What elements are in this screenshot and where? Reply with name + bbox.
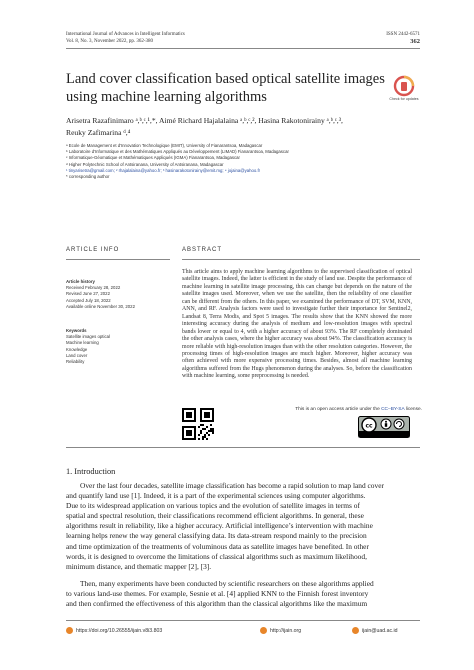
introduction-heading: 1. Introduction (66, 467, 116, 476)
doi-icon (66, 627, 73, 634)
intro-p1-line-3: Due to its widespread application on various topics and the evolution of satellite images in terms of (66, 501, 360, 511)
keyword-4: Land cover (66, 352, 88, 358)
journal-header (66, 31, 185, 45)
affiliation-b: ᵇ Laboratoire d'Informatique et des Mathématiques Appliqués au Développement (LIMAD) Fianarantsoa, Madagascar (66, 149, 289, 155)
license-line (282, 407, 422, 413)
keywords-label: Keywords (66, 328, 87, 333)
abstract-text: This article aims to apply machine learning algorithms to the supervised classification of optical satellite images. Indeed, the latter is efficient in the study of land use. Despite the performance of machine learning in satellite image processing, this can change but depends on the nature of the satellite images used. Moreover, when we use the satellite, then the reliability of one classifier can be different from the others. In this paper, we examined the performance of DT, SVM, KNN, ANN, and RF. Analysis factors were used to investigate further their importance for Sentinel2, Landsat 8, Terra Modis, and Spot 5 images. The results show that the KNN showed the more interesting accuracy during the analysis of medium and low-resolution images with spectral bands lower or equal to 4, with a higher accuracy of about 93%. The RF completely dominated the other analysis cases, where the higher accuracy was about 94%. The classification accuracy is more reliable with high-resolution images than with the other resolution categories. However, the processing times of high-resolution images are much higher. Moreover, higher accuracy was often achieved with more expensive processing times. Besides, almost all machine learning algorithms suffered from the Hugs phenomenon during the analyses. So, before the classification with machine learning, some preprocessing is needed. (182, 269, 412, 380)
license-prefix: This is an open access article under the (295, 407, 382, 412)
intro-p1-line-7: and time optimization of the treatments of voluminous data as satellite images have benefited. In other (66, 541, 369, 551)
history-online: Available online November 30, 2022 (66, 303, 135, 309)
issn: ISSN 2442-6571 (386, 32, 420, 37)
doi-link[interactable]: https://doi.org/10.26555/ijain.v8i3.803 (76, 628, 163, 634)
keyword-5: Reliability (66, 359, 85, 365)
author-emails[interactable]: ¹ tinyarisetra@gmail.com; ² rhajalalaina@yahoo.fr; ³ hasinarakotonirainy@emit.mg; ⁴ jojaina@yahoo.fr (66, 167, 261, 173)
keyword-2: Machine learning (66, 340, 99, 346)
cc-by-sa-badge[interactable] (358, 416, 410, 438)
footer-web[interactable] (260, 627, 301, 635)
check-for-updates-badge[interactable] (388, 74, 420, 110)
qr-code-icon (182, 408, 214, 440)
authors-line-2: Reuky Zafimarina ᵈ,⁴ (66, 127, 131, 137)
intro-p2-line-2: to various land-use themes. For example, Sesnie et al. [4] applied KNN to the Finnish forest inventory (66, 589, 369, 599)
abstract-rule (182, 259, 420, 260)
intro-p1-line-1: Over the last four decades, satellite image classification has become a rapid solution to map land cover (80, 481, 384, 490)
article-history-label: Article history (66, 279, 95, 284)
web-link[interactable]: http://ijain.org (270, 628, 302, 634)
intro-p1-line-4: spatial and spectral resolution, their classifications recommend efficient algorithms. In general, these (66, 511, 364, 521)
abstract-bottom-rule (66, 447, 420, 448)
issn-block (350, 31, 420, 45)
journal-volume: Vol. 8, No. 3, November 2022, pp. 362-380 (66, 39, 153, 44)
keyword-1: Satellite images optical (66, 334, 110, 340)
intro-p1-line-8: words, it is designed to overcome the limitations of classical algorithms such as maximum likelihood, (66, 551, 367, 561)
article-history (66, 279, 176, 310)
corresponding-author-note: * corresponding author (66, 174, 110, 180)
header-rule (66, 48, 420, 49)
affiliation-d: ᵈ Higher Polytechnic School of Antsiranana, University of Antsiranana, Madagascar (66, 161, 224, 167)
check-updates-label: Check for updates (389, 97, 419, 101)
svg-text:cc: cc (365, 422, 373, 430)
intro-paragraph-2 (66, 579, 418, 609)
intro-p1-line-6: learning helps renew the way general classifying data. Its data-stream respond mainly to the precision (66, 531, 367, 541)
intro-p1-line-2: and quantify land use [1]. Indeed, it is a part of the experimental sciences using computer algorithms. (66, 491, 366, 501)
intro-p1-line-9: minimum distance, and thematic mapper [2], [3]. (66, 561, 212, 571)
qr-code[interactable] (182, 408, 214, 440)
paper-title: Land cover classification based optical satellite images using machine learning algorithms (66, 71, 385, 105)
keyword-3: Knowledge (66, 346, 88, 352)
email-link[interactable]: ijain@uad.ac.id (362, 628, 398, 634)
license-suffix: license. (404, 407, 422, 412)
abstract-heading: ABSTRACT (182, 247, 223, 253)
history-revised: Revised June 27, 2022 (66, 291, 110, 297)
history-accepted: Accepted July 18, 2022 (66, 297, 111, 303)
intro-paragraph-1 (66, 481, 418, 572)
globe-icon (260, 627, 267, 634)
intro-p1-line-5: algorithms result in reliability, like a higher accuracy. Artificial intelligence’s intervention with machine (66, 521, 373, 531)
journal-name: International Journal of Advances in Intelligent Informatics (66, 32, 185, 37)
cc-license-icon (358, 416, 410, 438)
footer-email[interactable] (352, 627, 398, 635)
keywords (66, 328, 176, 365)
article-info-rule (66, 259, 170, 260)
email-icon (352, 627, 359, 634)
check-updates-icon (388, 74, 420, 110)
affiliation-a: ᵃ Ecole de Management et d'Innovation Technologique (EMIT), University of Fianarantsoa, Madagascar (66, 143, 263, 148)
intro-p2-line-3: and then confirmed the effectiveness of this algorithm than the classical algorithms like the maximum (66, 599, 368, 609)
footer-doi[interactable] (66, 627, 162, 635)
footer-rule (66, 620, 420, 621)
intro-p2-line-1: Then, many experiments have been conducted by scientific researchers on these algorithms applied (80, 579, 374, 588)
authors-line-1: Arisetra Razafinimaro ᵃ,ᵇ,ᶜ,¹,*, Aimé Richard Hajalalaina ᵃ,ᵇ,ᶜ,², Hasina Rakotonirainy ᵃ,ᵇ,ᶜ,³, (66, 116, 343, 125)
page-number: 362 (410, 38, 420, 45)
affiliations (66, 143, 426, 180)
license-link[interactable]: CC–BY-SA (381, 407, 405, 412)
affiliation-c: ᶜ Informatique-Géomatique et Mathématiques Appliqués (IGMA) Fianarantsoa, Madagascar (66, 155, 240, 161)
article-info-heading: ARTICLE INFO (66, 247, 120, 253)
authors (66, 115, 426, 138)
history-received: Received February 28, 2022 (66, 285, 121, 291)
